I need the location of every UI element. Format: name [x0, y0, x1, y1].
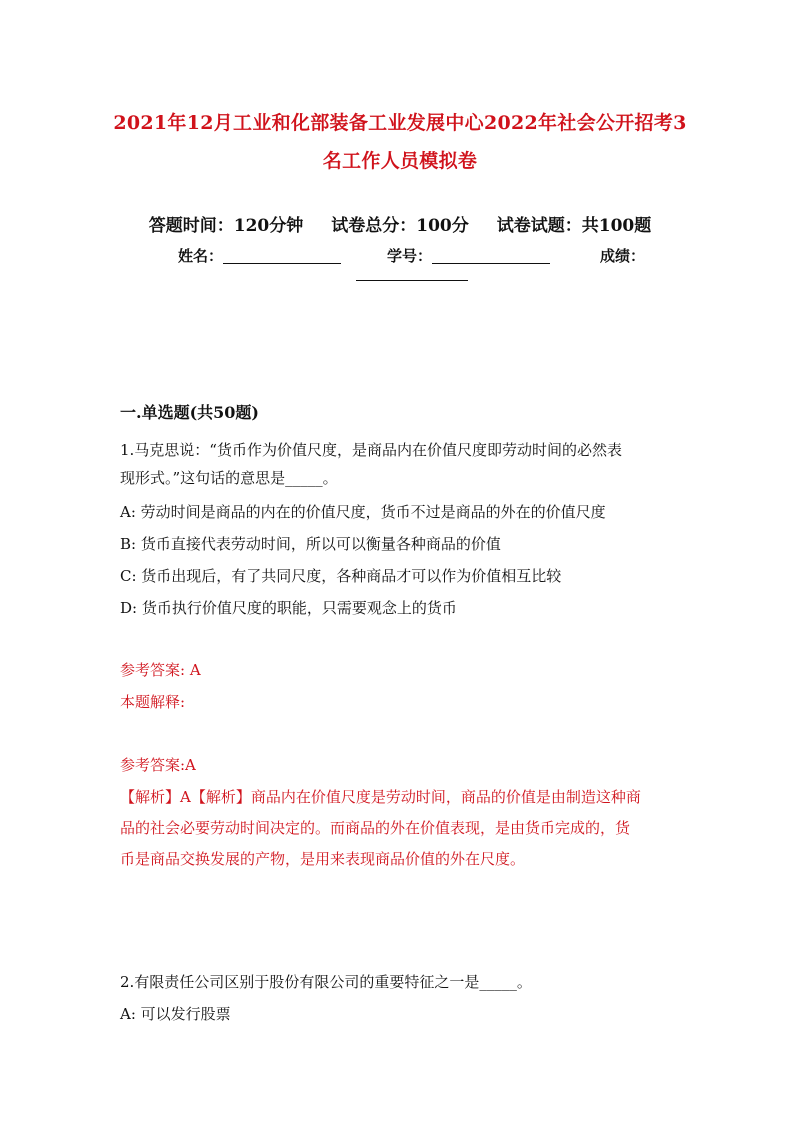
exam-time: 答题时间：120分钟 [148, 216, 304, 236]
name-field [178, 245, 341, 266]
q1-analysis-line-2: 品的社会必要劳动时间决定的。而商品的外在价值表现，是由货币完成的，货 [120, 819, 631, 837]
q1-option-d: D: 货币执行价值尺度的职能，只需要观念上的货币 [120, 599, 457, 617]
id-blank [432, 249, 550, 264]
page-title-line-1: 2021年12月工业和化部装备工业发展中心2022年社会公开招考3 [113, 112, 687, 134]
page-title-line-2: 名工作人员模拟卷 [322, 150, 478, 172]
q1-option-c: C: 货币出现后，有了共同尺度，各种商品才可以作为价值相互比较 [120, 567, 562, 585]
score-field [600, 245, 645, 266]
q1-stem-line-1: 1.马克思说：“货币作为价值尺度，是商品内在价值尺度即劳动时间的必然表 [120, 441, 622, 459]
q1-stem-line-2: 现形式。”这句话的意思是_____。 [120, 469, 338, 487]
q1-answer-repeat: 参考答案:A [120, 756, 196, 774]
q1-answer: 参考答案: A [120, 661, 201, 679]
exam-question-count: 试卷试题：共100题 [496, 216, 652, 236]
section-heading: 一.单选题(共50题) [120, 403, 259, 422]
name-blank [223, 249, 341, 264]
id-label: 学号： [387, 247, 433, 265]
q1-explanation-label: 本题解释: [120, 693, 186, 711]
q2-option-a: A: 可以发行股票 [120, 1005, 231, 1023]
q1-analysis-line-3: 币是商品交换发展的产物，是用来表现商品价值的外在尺度。 [120, 850, 526, 868]
exam-total-score: 试卷总分：100分 [331, 216, 469, 236]
q1-option-a: A: 劳动时间是商品的内在的价值尺度，货币不过是商品的外在的价值尺度 [120, 503, 606, 521]
q2-stem: 2.有限责任公司区别于股份有限公司的重要特征之一是_____。 [120, 973, 532, 991]
score-blank [356, 266, 468, 281]
score-label: 成绩： [600, 247, 646, 265]
q1-option-b: B: 货币直接代表劳动时间，所以可以衡量各种商品的价值 [120, 535, 501, 553]
name-label: 姓名： [178, 247, 224, 265]
id-field [387, 245, 550, 266]
q1-analysis-line-1: 【解析】A【解析】商品内在价值尺度是劳动时间，商品的价值是由制造这种商 [120, 788, 641, 806]
exam-meta [0, 211, 800, 236]
